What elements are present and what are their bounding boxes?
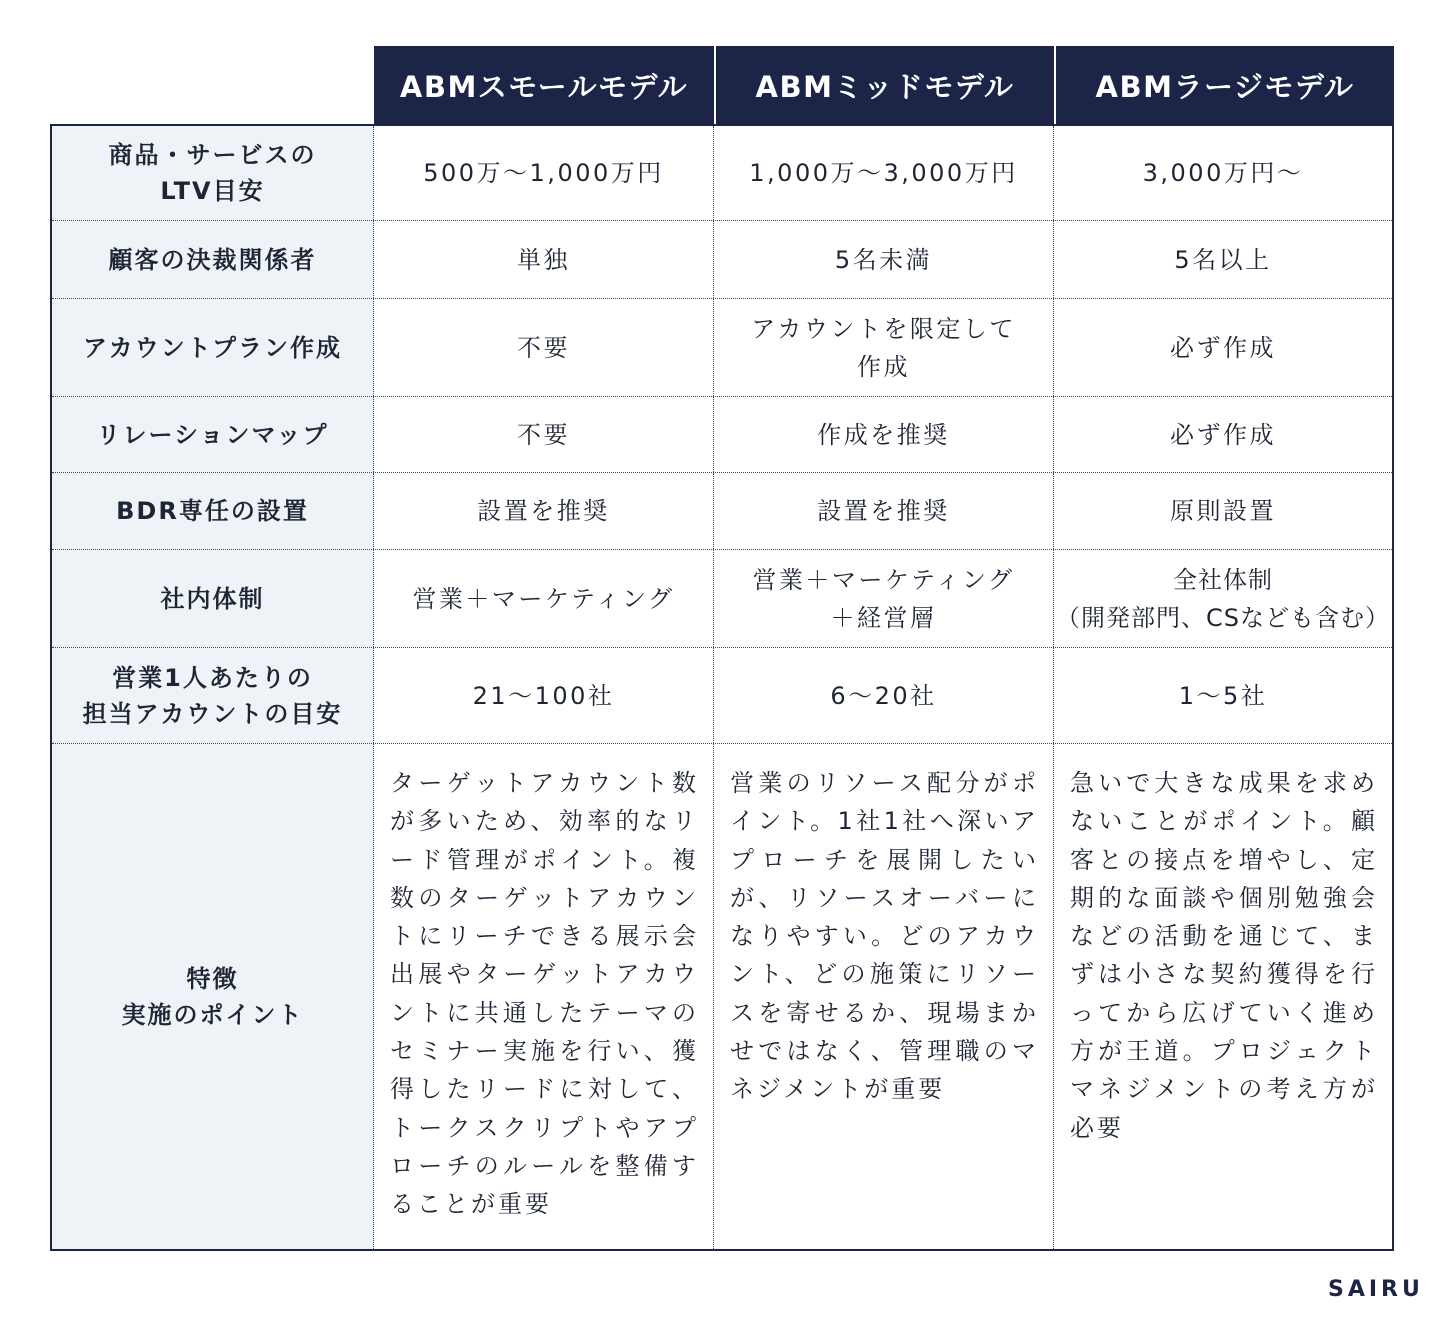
table-body xyxy=(50,124,1394,1251)
table-cell: 6〜20社 xyxy=(714,648,1054,743)
table-row xyxy=(52,126,1392,220)
table-row xyxy=(52,220,1392,298)
table-cell: 1〜5社 xyxy=(1178,681,1268,710)
table-cell: 作成を推奨 xyxy=(714,397,1054,472)
table-header xyxy=(50,46,1394,124)
row-label: 営業1人あたりの 担当アカウントの目安 xyxy=(52,648,374,743)
table-cell: 営業のリソース配分がポイント。1社1社へ深いアプローチを展開したいが、リソースオーバーになりやすい。どのアカウント、どの施策にリソースを寄せるか、現場まかせではなく、管理職のマネジメントが重要 xyxy=(714,744,1054,1249)
table-cell: 営業＋マーケティング xyxy=(374,550,714,647)
row-label: BDR専任の設置 xyxy=(52,473,374,549)
table-cell: 5名以上 xyxy=(1174,245,1272,274)
table-cell: 営業＋マーケティング ＋経営層 xyxy=(714,550,1054,647)
row-label: 特徴 実施のポイント xyxy=(52,744,374,1249)
header-spacer xyxy=(50,46,374,124)
table-row xyxy=(52,298,1392,396)
comparison-table xyxy=(50,46,1394,1251)
row-label: 顧客の決裁関係者 xyxy=(52,221,374,298)
table-row xyxy=(52,396,1392,472)
table-cell: 500万〜1,000万円 xyxy=(374,126,714,220)
table-cell: 1,000万〜3,000万円 xyxy=(714,126,1054,220)
table-cell: 設置を推奨 xyxy=(374,473,714,549)
table-row xyxy=(52,743,1392,1249)
table-row xyxy=(52,549,1392,647)
row-label: 社内体制 xyxy=(52,550,374,647)
column-header-mid: ABMミッドモデル xyxy=(714,46,1054,124)
table-cell: 必ず作成 xyxy=(1170,420,1276,449)
row-label: 商品・サービスの LTV目安 xyxy=(52,126,374,220)
row-label: リレーションマップ xyxy=(52,397,374,472)
column-header-small: ABMスモールモデル xyxy=(374,46,714,124)
table-cell: 必ず作成 xyxy=(1170,333,1276,362)
brand-logo: SAIRU xyxy=(1328,1277,1424,1302)
row-label: アカウントプラン作成 xyxy=(52,299,374,396)
table-cell: 全社体制 （開発部門、CSなども含む） xyxy=(1056,565,1390,632)
table-cell: 設置を推奨 xyxy=(714,473,1054,549)
table-cell: 3,000万円〜 xyxy=(1142,159,1304,187)
table-cell: 21〜100社 xyxy=(374,648,714,743)
table-cell: アカウントを限定して 作成 xyxy=(714,299,1054,396)
table-cell: 急いで大きな成果を求めないことがポイント。顧客との接点を増やし、定期的な面談や個別勉強会などの活動を通じて、まずは小さな契約獲得を行ってから広げていく進め方が王道。プロジェクトマネジメントの考え方が必要 xyxy=(1070,769,1378,1142)
column-header-large: ABMラージモデル xyxy=(1054,46,1394,124)
table-row xyxy=(52,472,1392,549)
table-cell: 不要 xyxy=(374,299,714,396)
table-cell: 原則設置 xyxy=(1170,497,1276,525)
table-cell: ターゲットアカウント数が多いため、効率的なリード管理がポイント。複数のターゲットアカウントにリーチできる展示会出展やターゲットアカウントに共通したテーマのセミナー実施を行い、獲得したリードに対して、トークスクリプトやアプローチのルールを整備することが重要 xyxy=(374,744,714,1249)
table-cell: 単独 xyxy=(374,221,714,298)
table-cell: 不要 xyxy=(374,397,714,472)
table-row xyxy=(52,647,1392,743)
table-cell: 5名未満 xyxy=(714,221,1054,298)
